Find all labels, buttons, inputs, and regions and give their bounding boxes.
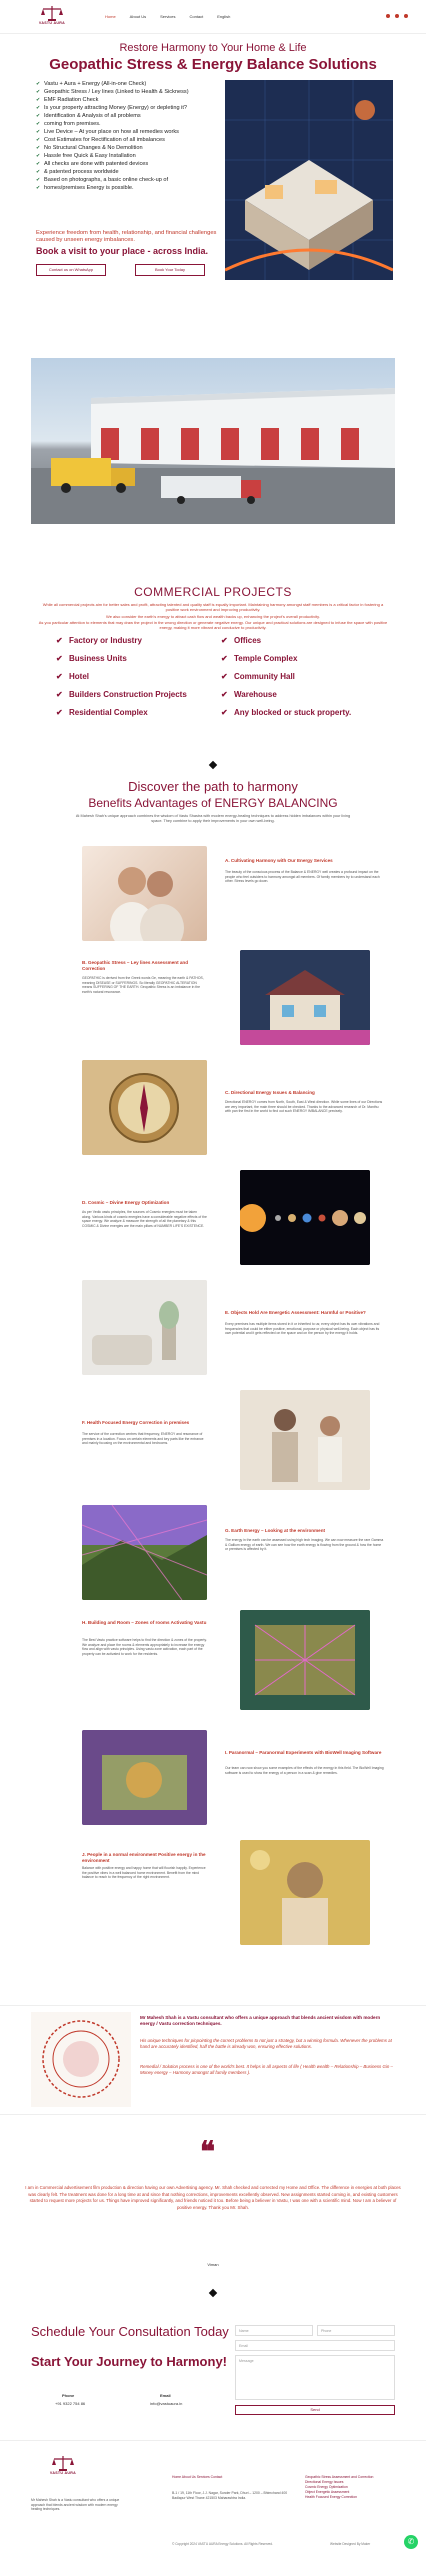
hero-house-image: [225, 80, 393, 280]
hero-points: [36, 80, 221, 192]
commercial-item: ✔ Residential Complex: [56, 708, 221, 723]
hero-point: ✔ coming from premises.: [36, 120, 221, 128]
hero-point: ✔ Identification & Analysis of all problems: [36, 112, 221, 120]
feature-d-title: D. Cosmic – Divine Energy Optimization: [82, 1200, 170, 1205]
name-input[interactable]: Name: [235, 2325, 313, 2336]
email-value[interactable]: info@vastuaura.in: [150, 2401, 183, 2406]
phone-label: Phone: [62, 2393, 75, 2398]
hero-point: ✔ EMF Radiation Check: [36, 96, 221, 104]
hero-pretitle: Restore Harmony to Your Home & Life: [119, 42, 307, 54]
instagram-icon[interactable]: [395, 14, 399, 18]
copyright: © Copyright 2024 VASTU AURA Energy Solutions. All Rights Reserved.: [172, 2542, 273, 2546]
footer-service-link[interactable]: Health Focused Energy Correction: [305, 2495, 358, 2499]
hero-point: ✔ Is your property attracting Money (Energy) or depleting it?: [36, 104, 221, 112]
feature-g-image: [82, 1505, 207, 1600]
language-select[interactable]: English: [217, 14, 231, 19]
quote-mark-icon: ❝: [200, 2135, 216, 2168]
hero-title: Geopathic Stress & Energy Balance Solutions: [49, 56, 377, 73]
commercial-item: ✔ Temple Complex: [221, 654, 386, 669]
divider-diamond: [209, 761, 217, 769]
feature-h-image: [240, 1610, 370, 1710]
quote-p2: Remedial / Solution process is one of the world's best. It helps in all aspects of life ( Health wealth – Relationship – Business Gin – Money energy – Harmony amongst all family members ).: [140, 2064, 393, 2075]
commercial-item: ✔ Builders Construction Projects: [56, 690, 221, 705]
hero-point: ✔ Based on photographs, a basic online check-up of: [36, 176, 221, 184]
nav-home[interactable]: Home: [105, 14, 116, 19]
feature-d-image: [240, 1170, 370, 1265]
nav-about[interactable]: About Us: [129, 14, 147, 19]
hero-book-text: Book a visit to your place - across India.: [36, 246, 209, 256]
phone-input[interactable]: Phone: [317, 2325, 395, 2336]
testimonial-text: I am in Commercial advertisement film production & direction having our own Advertising agency. Mr. Shah checked and corrected my Home and Office. The difference in energies at both places was clearly felt. The treatment was done for a long time at and since that nothing corrections, improvements excellently observed. New assignments started coming in, and existing customers started to request more projects for us. Things have improved significantly, and friends noticed it too. Before being a believer in Vastu, I was one with a scientific mind. Now I am a believer of positive energy. Thank you Mr. Shah.: [25, 2185, 401, 2210]
feature-i-desc: Our team can now show you some examples of the effects of the energy in this field. The BioWell Imaging software is used to show the energy of a person in a scan & give remedies.: [225, 1766, 384, 1775]
feature-a-title: A. Cultivating Harmony with Our Energy Services: [225, 858, 333, 863]
commercial-list: [56, 636, 386, 723]
feature-j-image: [240, 1840, 370, 1945]
feature-f-desc: The service of the correction centres that frequency, ENERGY and resonance of premises in a location. Focus on certain elements and key parts like the entrance and mainly focusing on the environmental and bedrooms.: [82, 1432, 204, 1446]
feature-c-desc: Directional ENERGY comes from North, South, East & West direction. While some lines of our Directions are very important, the main three should be checked. Thanks to the advanced research of Dr. Manthu with pan the first in the world to find out such ENERGY IMBALANCE precisely.: [225, 1100, 383, 1114]
phone-value[interactable]: +91 9322 754 86: [55, 2401, 86, 2406]
nav-services[interactable]: Services: [160, 14, 176, 19]
seal-stamp: [31, 2012, 131, 2107]
email-input[interactable]: Email: [235, 2340, 395, 2351]
hero-point: ✔ Live Device – At your place on how all remedies works: [36, 128, 221, 136]
commercial-p3: As you particular attention to elements that may draw the project in the wrong direction or generate negative energy. Our unique and practical solutions are designed to infuse the space with positive energy, making it more vibrant and conducive to productivity.: [38, 620, 388, 630]
hero-point: ✔ Geopathic Stress / Ley lines (Linked to Health & Sickness): [36, 88, 221, 96]
warehouse-image: [31, 358, 395, 524]
commercial-item: ✔ Hotel: [56, 672, 221, 687]
hero-point: ✔ All checks are done with patented devices: [36, 160, 221, 168]
hero-point: ✔ & patented process worldwide: [36, 168, 221, 176]
feature-c-image: [82, 1060, 207, 1155]
logo[interactable]: [34, 5, 70, 29]
footer-logo[interactable]: [45, 2455, 81, 2479]
commercial-p2: We also consider the earth's energy to attract cash flow and wealth backs up, enhancing the project's overall productivity.: [106, 614, 320, 619]
commercial-item: ✔ Business Units: [56, 654, 221, 669]
commercial-p1: While all commercial projects aim for better sales and profit, attracting talented and quality staff is equally important. Maintaining harmony amongst staff members is a critical factor in fostering a positive work environment and improving productivity.: [42, 602, 384, 612]
book-button[interactable]: Book Your Today: [135, 264, 205, 276]
scales-logo-icon: [51, 2455, 75, 2471]
feature-f-image: [240, 1390, 370, 1490]
footer-service-link[interactable]: Cosmic Energy Optimization: [305, 2485, 348, 2489]
footer-brand-name: VASTU AURA: [49, 2471, 77, 2475]
youtube-icon[interactable]: [404, 14, 408, 18]
feature-b-title: B. Geopathic Stress – Ley lines Assessment and Correction: [82, 960, 189, 971]
quote-p1: His unique techniques for pinpointing the correct problems to not just a strategy, but a winning formula. Whenever the problems at hand are accurately identified, half the battle is already won, ensuring effective solutions.: [140, 2038, 392, 2049]
discover-title: Discover the path to harmony: [128, 779, 298, 794]
brand-name: VASTU AURA: [38, 21, 66, 25]
commercial-item: ✔ Factory or Industry: [56, 636, 221, 651]
message-textarea[interactable]: Message: [235, 2355, 395, 2400]
footer-about: Mr Mahesh Shah is a Vastu consultant who offers a unique approach that blends ancient wisdom with modern energy healing techniques.: [31, 2498, 120, 2512]
feature-b-desc: GEOPATHIC is derived from the Greek words Ge, meaning the earth & PATHOS, meaning DISEASE or SUFFERINGS. So literally GEOPATHIC ALTERATION means SUFFERING OF THE EARTH. Geopathic Stress is an imbalance in the earth's natural resonance.: [82, 976, 204, 994]
feature-a-image: [82, 846, 207, 941]
testimonial-name: Viman: [207, 2262, 219, 2267]
credit: Website Designed By Maker: [330, 2542, 371, 2546]
nav-contact[interactable]: Contact: [189, 14, 204, 19]
feature-h-desc: The Best Vastu practice software helps to find the direction & zones of the property. We analyze and place the rooms & elements appropriately to increase the energy flow and align with vastu principles. Using vastu zone activation, each part of the property can be activated to work for the residents.: [82, 1638, 207, 1656]
schedule-subtitle: Start Your Journey to Harmony!: [31, 2354, 227, 2369]
commercial-item: ✔ Any blocked or stuck property.: [221, 708, 386, 723]
email-label: Email: [160, 2393, 171, 2398]
footer-service-link[interactable]: Object Energetic Assessment: [305, 2490, 350, 2494]
facebook-icon[interactable]: [386, 14, 390, 18]
quote-name: Mr Mahesh Shah is a Vastu consultant who offers a unique approach that blends ancient wisdom with modern energy / Vastu correction techniques.: [140, 2015, 381, 2026]
top-nav: [0, 0, 426, 34]
feature-a-desc: The beauty of the conscious process of the Balance & ENERGY well creates a profound impact on the people who feel outsiders to harmony amongst all members. Of family members try to understand each other. Stress levels go down.: [225, 870, 380, 884]
feature-e-desc: Every premises has multiple items stored in it or inherited to us; every object has its own vibrations and frequencies that could be either positive, emotional, purpose or physical well-being. Each object has its own potential and it gets reflected on the space and on the person by the energy it holds.: [225, 1322, 380, 1336]
feature-g-title: G. Earth Energy – Looking at the environment: [225, 1528, 326, 1533]
feature-c-title: C. Directional Energy Issues & Balancing: [225, 1090, 315, 1095]
hero-point: ✔ Cost Estimates for Rectification of all imbalances: [36, 136, 221, 144]
scales-logo-icon: [40, 5, 64, 21]
commercial-title: COMMERCIAL PROJECTS: [134, 585, 292, 599]
feature-j-title: J. People in a normal environment Positive energy in the environment: [82, 1852, 206, 1863]
hero-red-text: Experience freedom from health, relationship, and financial challenges caused by unseen energy imbalances.: [36, 230, 217, 243]
hero-point: ✔ No Structural Changes & No Demolition: [36, 144, 221, 152]
commercial-item: ✔ Community Hall: [221, 672, 386, 687]
feature-i-image: [82, 1730, 207, 1825]
feature-d-desc: As per Vedic vastu principles, the sources of Cosmic energies must be taken along. Various kinds of cosmic energies have a considerable negative effects of the space energy. We analyze & measure the strength of all the planetary & this COSMIC & Divine energies are the main pillars of NUMBER LIFE'S EXISTENCE.: [82, 1210, 207, 1228]
whatsapp-float-icon[interactable]: ✆: [404, 2535, 418, 2549]
feature-i-title: I. Paranormal – Paranormal Experiments with BioWell Imaging Software: [225, 1750, 382, 1755]
whatsapp-button[interactable]: Contact us on WhatsApp: [36, 264, 106, 276]
footer-address: B-1 / 19, 11th Floor, J.J. Nagar, Sunder Park, Dhuri – 1200 – Bhimchand 400 Badlapur West Thane 421503 Maharashtra India.: [172, 2491, 288, 2500]
divider-diamond: [209, 2289, 217, 2297]
discover-subtitle: Benefits Advantages of ENERGY BALANCING: [88, 796, 338, 810]
hero-point: ✔ homes/premises Energy is possible.: [36, 184, 221, 192]
footer-service-link[interactable]: Geopathic Stress Assessment and Correction: [305, 2475, 374, 2479]
commercial-item: ✔ Offices: [221, 636, 386, 651]
footer-links[interactable]: Home About Us Services Contact: [172, 2475, 223, 2479]
feature-j-desc: Balance with positive energy and happy home that will flourish happily. Experience the positive vibes in a well balanced home environment. Benefit from the mind balance to reach to the frequency of the right environment.: [82, 1866, 206, 1880]
feature-e-image: [82, 1280, 207, 1375]
feature-h-title: H. Building and Room – Zones of rooms Activating Vastu: [82, 1620, 207, 1625]
feature-b-image: [240, 950, 370, 1045]
footer-service-link[interactable]: Directional Energy Issues: [305, 2480, 344, 2484]
send-button[interactable]: Send: [235, 2405, 395, 2415]
feature-f-title: F. Health Focused Energy Correction in premises: [82, 1420, 190, 1425]
hero-point: ✔ Hassle free Quick & Easy Installation: [36, 152, 221, 160]
footer-services: [305, 2475, 400, 2500]
feature-g-desc: The energy in the earth can be assessed using high tech imaging. We can now measure the rare Gamma & Gallium energy of earth. We can see how the earth energy is flowing from the ground & how the home or premises is affected by it.: [225, 1538, 384, 1552]
discover-text: At Mahesh Shah's unique approach combines the wisdom of Vastu Shastra with modern energy-healing techniques to address hidden imbalances within your living space. They combine to apply their improvements in your own well-being.: [75, 814, 351, 823]
schedule-title: Schedule Your Consultation Today: [31, 2324, 229, 2339]
hero-point: ✔ Vastu + Aura + Energy (All-in-one Check): [36, 80, 221, 88]
commercial-item: ✔ Warehouse: [221, 690, 386, 705]
feature-e-title: E. Objects Hold Are Energetic Assessment: Harmful or Positive?: [225, 1310, 366, 1315]
